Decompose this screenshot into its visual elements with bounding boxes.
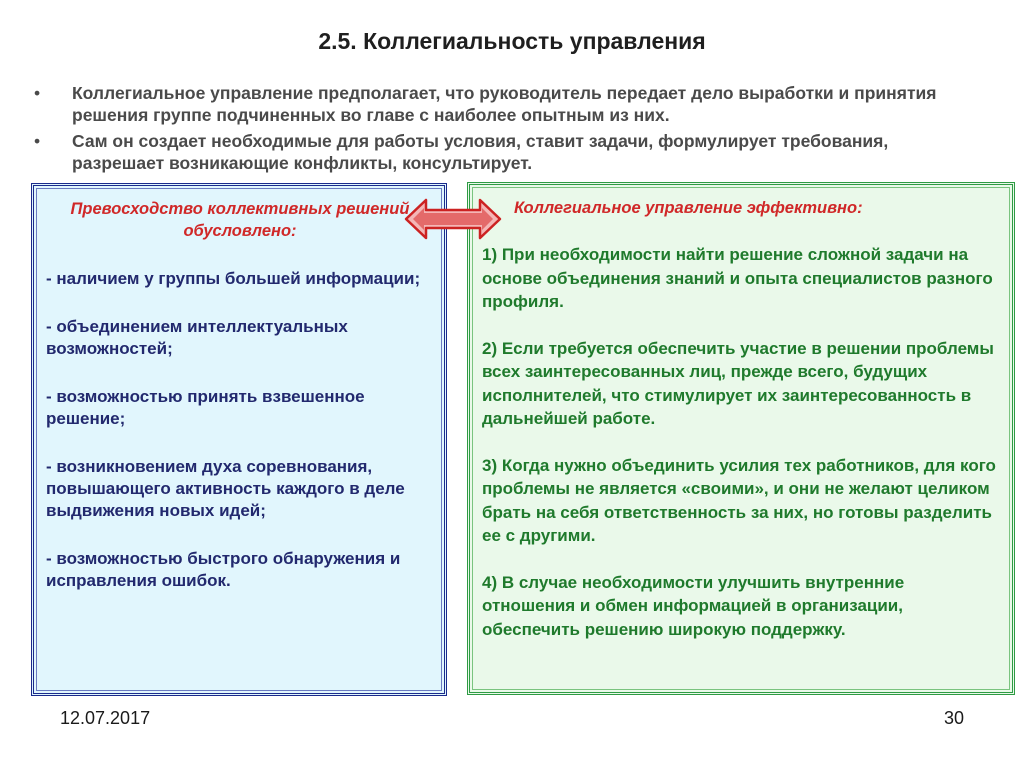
list-item: - возможностью быстрого обнаружения и исправления ошибок. [46,549,401,590]
list-item: 2) Если требуется обеспечить участие в решении проблемы всех заинтересованных лиц, прежде всего, будущих исполнителей, что стимулирует их заинтересованность в дальнейшей работе. [482,338,994,428]
list-item: - объединением интеллектуальных возможностей; [46,317,348,358]
bullet-marker: • [34,83,41,103]
double-headed-arrow-icon [404,198,502,240]
bullet-text: Коллегиальное управление предполагает, что руководитель передает дело выработки и принятия решения группе подчиненных во главе с наиболее опытным из них. [72,83,937,125]
bullet-item [34,82,984,126]
list-item: - возникновением духа соревнования, повышающего активность каждого в деле выдвижения новых идей; [46,457,405,520]
page-number: 30 [944,708,965,728]
list-item: - наличием у группы большей информации; [46,269,421,288]
list-item: - возможностью принять взвешенное решение; [46,387,365,428]
bullet-item [34,130,984,174]
footer-date: 12.07.2017 [60,708,151,728]
intro-bullets [34,82,984,178]
left-panel [31,183,447,696]
left-panel-heading: Превосходство коллективных решений обусловлено: [70,200,410,240]
slide-title: 2.5. Коллегиальность управления [318,28,706,54]
bullet-marker: • [34,131,41,151]
right-panel-heading: Коллегиальное управление эффективно: [514,199,863,217]
list-item: 4) В случае необходимости улучшить внутренние отношения и обмен информацией в организации, обеспечить решению широкую поддержку. [482,572,905,639]
right-panel [467,182,1015,695]
right-panel-list [482,243,997,664]
list-item: 3) Когда нужно объединить усилия тех работников, для кого проблемы не является «своими», и они не желают целиком брать на себя ответственность за них, но готовы разделить ее с другими. [482,455,996,545]
left-panel-list [46,268,431,618]
list-item: 1) При необходимости найти решение сложной задачи на основе объединения знаний и опыта специалистов разного профиля. [482,245,993,311]
bullet-text: Сам он создает необходимые для работы условия, ставит задачи, формулирует требования, разрешает возникающие конфликты, консультирует. [72,131,889,173]
